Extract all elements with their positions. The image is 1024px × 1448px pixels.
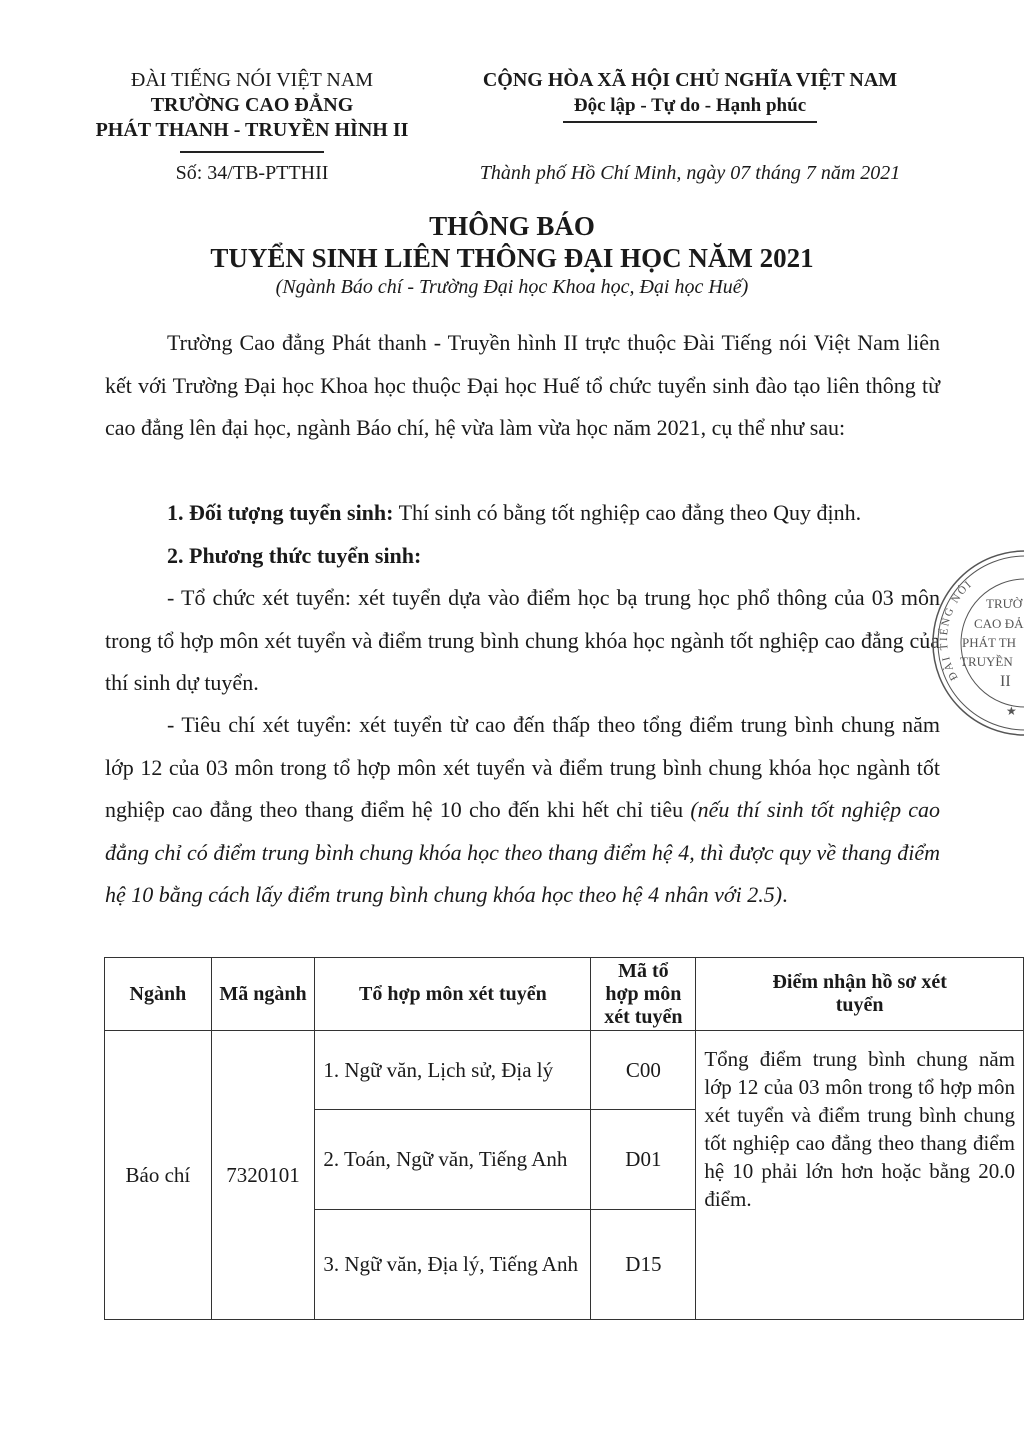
document-scope-note: (Ngành Báo chí - Trường Đại học Khoa học, Đại học Huế) (275, 276, 749, 298)
criteria-paragraph (105, 704, 940, 917)
seal-line-5: II (1000, 673, 1011, 690)
organize-paragraph: - Tổ chức xét tuyển: xét tuyển dựa vào điểm học bạ trung học phổ thông của 03 môn trong tổ hợp môn xét tuyển và điểm trung bình chung khóa học ngành tốt nghiệp cao đẳng của thí sinh dự tuyển. (105, 585, 940, 695)
criteria-end: . (782, 882, 788, 907)
issuer-school-line1: TRƯỜNG CAO ĐẲNG (150, 94, 354, 116)
seal-star-icon: ★ (1006, 704, 1017, 718)
col-header-combo-code: Mã tổ hợp môn xét tuyển (591, 958, 696, 1031)
cell-major-code: 7320101 (211, 1031, 315, 1320)
cell-combo-subjects: 3. Ngữ văn, Địa lý, Tiếng Anh (315, 1210, 591, 1320)
table-header-row (105, 958, 1024, 1031)
col-header-subject-combo: Tổ hợp môn xét tuyển (315, 958, 591, 1031)
intro-paragraph: Trường Cao đẳng Phát thanh - Truyền hình II trực thuộc Đài Tiếng nói Việt Nam liên kết với Trường Đại học Khoa học thuộc Đại học Huế tổ chức tuyển sinh đào tạo liên thông từ cao đẳng lên đại học, ngành Báo chí, hệ vừa làm vừa học năm 2021, cụ thể như sau: (105, 330, 940, 440)
section-admission-method-heading (105, 535, 940, 578)
table-row (105, 1031, 1024, 1110)
issuer-divider (180, 151, 324, 153)
col-header-major-code: Mã ngành (211, 958, 315, 1031)
cell-combo-subjects: 1. Ngữ văn, Lịch sử, Địa lý (315, 1031, 591, 1110)
section1-text: Thí sinh có bằng tốt nghiệp cao đẳng theo Quy định. (393, 500, 862, 525)
cell-threshold: Tổng điểm trung bình chung năm lớp 12 của 03 môn trong tổ hợp môn xét tuyển và điểm trung bình chung tốt nghiệp cao đẳng theo thang điểm hệ 10 phải lớn hơn hoặc bằng 20.0 điểm. (696, 1031, 1024, 1320)
cell-combo-subjects: 2. Toán, Ngữ văn, Tiếng Anh (315, 1110, 591, 1210)
cell-major: Báo chí (105, 1031, 212, 1320)
seal-line-4: TRUYỀN (960, 654, 1013, 669)
seal-line-1: TRƯỜ (986, 596, 1023, 611)
document-number: Số: 34/TB-PTTHII (175, 162, 329, 184)
section1-heading: 1. Đối tượng tuyển sinh: (167, 500, 394, 525)
criteria-note: (nếu thí sinh tốt nghiệp cao đẳng chỉ có điểm trung bình chung khóa học theo thang điểm hệ 4, thì được quy về thang điểm hệ 10 bằng cách lấy điểm trung bình chung khóa học theo hệ 4 nhân với 2.5) (105, 797, 940, 907)
cell-combo-code: C00 (591, 1031, 696, 1110)
official-seal-stamp (930, 548, 1024, 738)
national-motto: Độc lập - Tự do - Hạnh phúc (573, 95, 807, 116)
document-type-title: THÔNG BÁO (429, 211, 595, 241)
admission-table (104, 957, 1024, 1320)
national-title: CỘNG HÒA XÃ HỘI CHỦ NGHĨA VIỆT NAM (482, 69, 898, 91)
issuer-parent-org: ĐÀI TIẾNG NÓI VIỆT NAM (130, 69, 374, 91)
seal-line-2: CAO ĐẢ (974, 616, 1024, 631)
section2-heading: 2. Phương thức tuyển sinh: (167, 543, 422, 568)
cell-combo-code: D15 (591, 1210, 696, 1320)
col-header-major: Ngành (105, 958, 212, 1031)
cell-combo-code: D01 (591, 1110, 696, 1210)
national-header (430, 68, 950, 123)
motto-divider (563, 121, 817, 123)
issuer-block (92, 68, 412, 153)
dateline: Thành phố Hồ Chí Minh, ngày 07 tháng 7 năm 2021 (479, 162, 901, 184)
issuer-school-line2: PHÁT THANH - TRUYỀN HÌNH II (95, 119, 409, 141)
section-target-candidates (105, 492, 940, 535)
col-header-threshold: Điểm nhận hồ sơ xét tuyển (696, 958, 1024, 1031)
seal-arc-text: ĐÀI TIẾNG NÓI (937, 577, 976, 683)
document-subject-title: TUYỂN SINH LIÊN THÔNG ĐẠI HỌC NĂM 2021 (210, 243, 814, 273)
seal-line-3: PHÁT TH (962, 635, 1017, 650)
criteria-text: - Tiêu chí xét tuyển: xét tuyển từ cao đến thấp theo tổng điểm trung bình chung năm lớp 12 của 03 môn trong tổ hợp môn xét tuyển và điểm trung bình chung khóa học ngành tốt nghiệp cao đẳng theo thang điểm hệ 10 cho đến khi hết chỉ tiêu (105, 712, 940, 822)
